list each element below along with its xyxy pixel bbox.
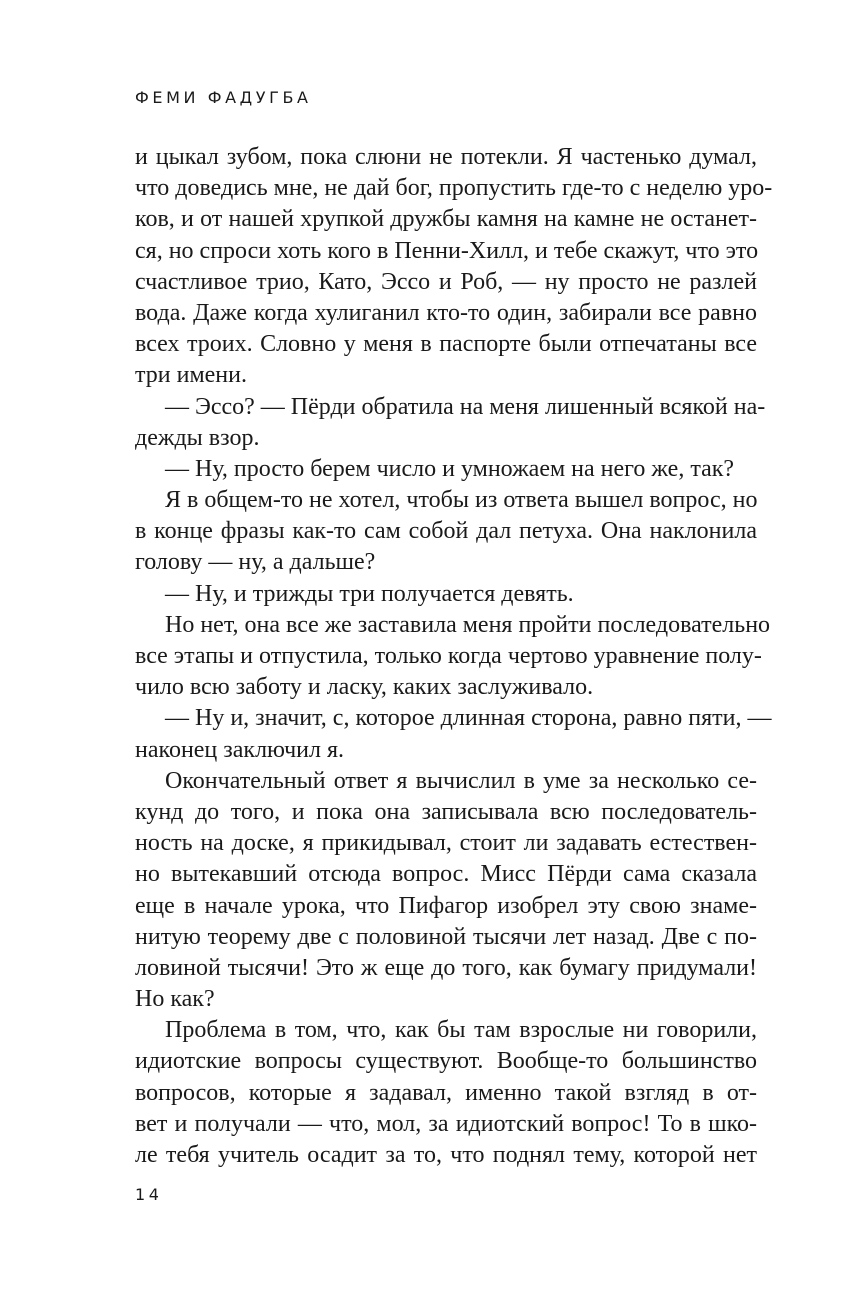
text-line: чило всю заботу и ласку, каких заслуживало. — [135, 674, 594, 701]
text-line: дежды взор. — [135, 424, 260, 451]
text-line: ловиной тысячи! Это ж еще до того, как бумагу придумали! — [135, 954, 757, 981]
text-line: — Ну, просто берем число и умножаем на него же, так? — [165, 455, 735, 482]
text-line: но вытекавший отсюда вопрос. Мисс Пёрди сама сказала — [135, 861, 757, 888]
text-line: счастливое трио, Като, Эссо и Роб, — ну просто не разлей — [135, 268, 757, 295]
text-line: еще в начале урока, что Пифагор изобрел эту свою знаме- — [135, 892, 757, 919]
text-line: идиотские вопросы существуют. Вообще-то большинство — [135, 1048, 757, 1075]
text-line: вет и получали — что, мол, за идиотский вопрос! То в шко- — [135, 1110, 757, 1137]
text-line: ность на доске, я прикидывал, стоит ли задавать естествен- — [135, 830, 757, 857]
text-line: Окончательный ответ я вычислил в уме за несколько се- — [165, 767, 757, 794]
text-line: и цыкал зубом, пока слюни не потекли. Я частенько думал, — [135, 144, 757, 170]
running-header: ФЕМИ ФАДУГБА — [135, 88, 312, 107]
text-line: Но как? — [135, 986, 215, 1013]
text-line: ся, но спроси хоть кого в Пенни-Хилл, и тебе скажут, что это — [135, 237, 759, 264]
text-line: вопросов, которые я задавал, именно такой взгляд в от- — [135, 1079, 757, 1106]
text-line: все этапы и отпустила, только когда чертово уравнение полу- — [135, 643, 762, 669]
text-line: что доведись мне, не дай бог, пропустить где-то с неделю уро- — [135, 175, 773, 202]
text-line: Я в общем-то не хотел, чтобы из ответа вышел вопрос, но — [165, 487, 758, 514]
text-line: три имени. — [135, 362, 247, 389]
text-line: — Эссо? — Пёрди обратила на меня лишенный всякой на- — [165, 393, 766, 420]
text-line: вода. Даже когда хулиганил кто-то один, забирали все равно — [135, 299, 757, 326]
text-line: — Ну, и трижды три получается девять. — [165, 580, 574, 607]
text-line: наконец заключил я. — [135, 736, 344, 763]
text-line: всех троих. Словно у меня в паспорте были отпечатаны все — [135, 331, 757, 358]
body-text — [135, 142, 773, 1171]
text-line: ков, и от нашей хрупкой дружбы камня на камне не останет- — [135, 206, 757, 233]
page-number: 14 — [135, 1185, 163, 1204]
text-line: Проблема в том, что, как бы там взрослые ни говорили, — [165, 1017, 757, 1044]
text-line: Но нет, она все же заставила меня пройти последовательно — [165, 611, 771, 638]
text-line: в конце фразы как-то сам собой дал петуха. Она наклонила — [135, 518, 757, 545]
text-line: нитую теорему две с половиной тысячи лет назад. Две с по- — [135, 923, 757, 950]
text-line: ле тебя учитель осадит за то, что поднял тему, которой нет — [135, 1142, 757, 1168]
text-line: — Ну и, значит, с, которое длинная сторона, равно пяти, — — [165, 705, 772, 732]
text-line: кунд до того, и пока она записывала всю последователь- — [135, 798, 757, 825]
text-line: голову — ну, а дальше? — [135, 549, 376, 576]
